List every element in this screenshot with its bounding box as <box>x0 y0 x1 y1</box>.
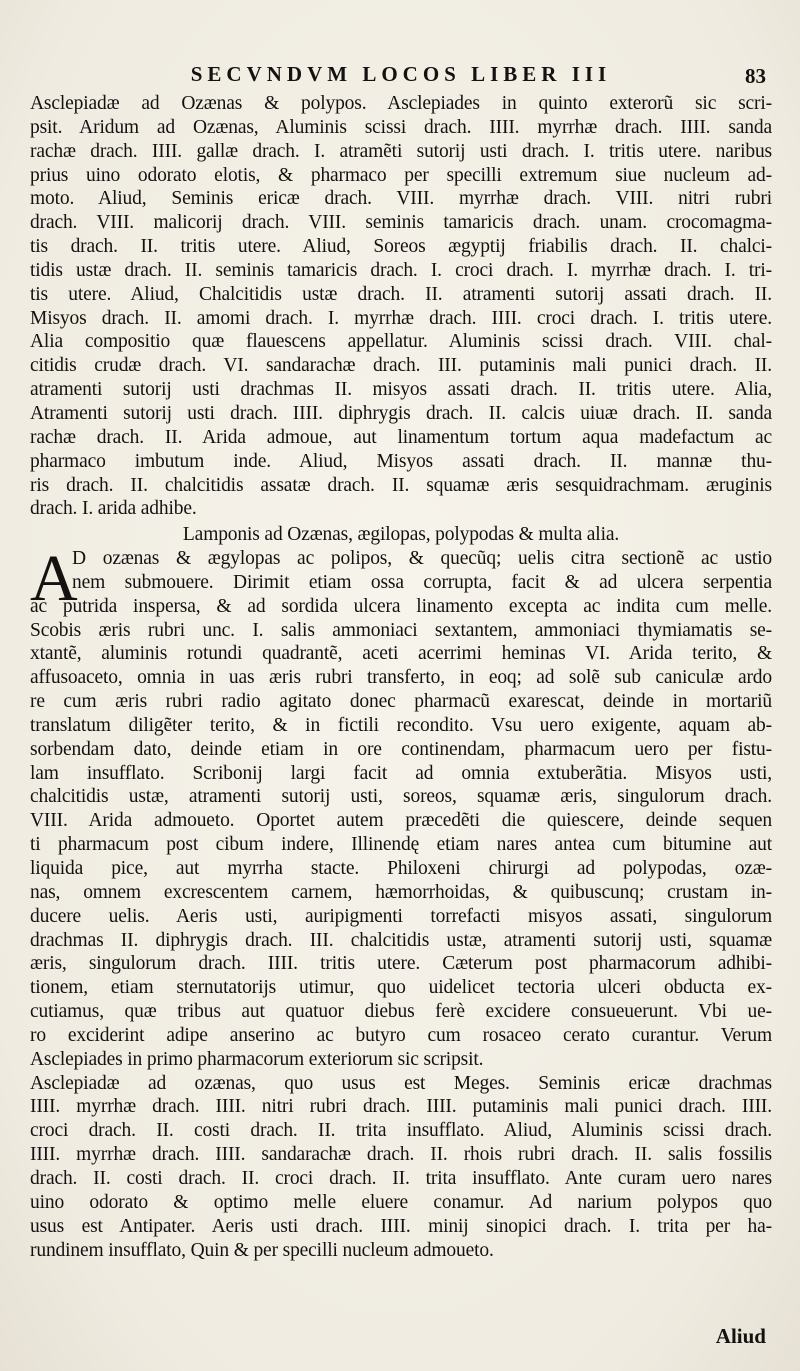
paragraph-3 <box>30 1072 772 1263</box>
text-line: xtantẽ, aluminis rotundi quadrantẽ, aceti acerrimi heminas VI. Arida terito, & <box>30 643 772 665</box>
text-line: tis utere. Aliud, Chalcitidis ustæ drach. II. atramenti sutorij assati drach. II. <box>30 283 772 305</box>
text-line: Asclepiadæ ad Ozænas & polypos. Asclepiades in quinto exterorũ sic scri- <box>30 93 772 114</box>
text-line: drach. I. arida adhibe. <box>30 498 197 520</box>
text-line: Alia compositio quæ flauescens appellatur. Aluminis scissi drach. VIII. chal- <box>30 331 772 353</box>
text-line: prius uino odorato elotis, & pharmaco per specilli extremum siue nucleum ad- <box>30 164 772 186</box>
text-line: nas, omnem excrescentem carnem, hæmorrhoidas, & quibuscunq; crustam in- <box>30 881 772 903</box>
text-line: Asclepiadæ ad ozænas, quo usus est Meges. Seminis ericæ drachmas <box>30 1072 772 1094</box>
text-line: moto. Aliud, Seminis ericæ drach. VIII. myrrhæ drach. VIII. nitri rubri <box>30 188 772 210</box>
catchword: Aliud <box>715 1324 766 1348</box>
text-line: IIII. myrrhæ drach. IIII. nitri rubri drach. IIII. putaminis mali punici drach. IIII. <box>30 1096 772 1118</box>
text-line: uino odorato & optimo melle eluere conamur. Ad narium polypos quo <box>30 1191 772 1213</box>
text-line: ducere uelis. Aeris usti, auripigmenti torrefacti misyos assati, singulorum <box>30 905 772 927</box>
paragraph-2-first-lines <box>30 547 772 595</box>
paragraph-2 <box>30 595 772 1072</box>
text-line: nem submouere. Dirimit etiam ossa corrupta, facit & ad ulcera serpentia <box>72 571 772 593</box>
text-line: re cum æris rubri radio agitato donec pharmacũ exarescat, deinde in mortariũ <box>30 691 772 713</box>
text-line: IIII. myrrhæ drach. IIII. sandarachæ drach. II. rhois rubri drach. II. salis fossilis <box>30 1144 772 1166</box>
text-line: drach. VIII. malicorij drach. VIII. seminis tamaricis drach. unam. crocomagma- <box>30 212 772 234</box>
text-line: cutiamus, quæ tribus aut quatuor diebus ferè excidere consueuerunt. Vbi ue- <box>30 1001 772 1023</box>
text-line: translatum diligẽter terito, & in fictili recondito. Vsu uero exigente, aquam ab- <box>30 714 772 736</box>
text-line: ris drach. II. chalcitidis assatæ drach. II. squamæ æris sesquidrachmam. æruginis <box>30 474 772 496</box>
text-line: Scobis æris rubri unc. I. salis ammoniaci sextantem, ammoniaci thymiamatis se- <box>30 619 772 641</box>
text-line: chalcitidis ustæ, atramenti sutorij usti, soreos, squamæ æris, singulorum drach. <box>30 786 772 808</box>
text-line: Atramenti sutorij usti drach. IIII. diphrygis drach. II. calcis uiuæ drach. II. sanda <box>30 402 772 424</box>
text-line: ac putrida inspersa, & ad sordida ulcera linamento excepta ac indita cum melle. <box>30 595 772 617</box>
text-line: Misyos drach. II. amomi drach. I. myrrhæ drach. IIII. croci drach. I. tritis utere. <box>30 307 772 329</box>
text-line: tis drach. II. tritis utere. Aliud, Soreos ægyptij friabilis drach. II. chalci- <box>30 236 772 258</box>
text-line: citidis crudæ drach. VI. sandarachæ drach. III. putaminis mali punici drach. II. <box>30 355 772 377</box>
text-line: ti pharmacum post cibum indere, Illinendę etiam nares antea cum bitumine aut <box>30 834 772 856</box>
running-head: SECVNDVM LOCOS LIBER III <box>190 62 612 86</box>
text-line: Asclepiades in primo pharmacorum exteriorum sic scripsit. <box>30 1048 484 1070</box>
text-line: lam insufflato. Scribonij largi facit ad omnia extuberãtia. Misyos usti, <box>30 762 772 784</box>
drop-cap-initial: A <box>30 542 78 616</box>
text-line: VIII. Arida admoueto. Oportet autem præcedẽti die quiescere, deinde sequen <box>30 810 772 832</box>
text-body <box>30 92 772 1262</box>
text-line: croci drach. II. costi drach. II. trita insufflato. Aliud, Aluminis scissi drach. <box>30 1120 772 1142</box>
section-heading: Lamponis ad Ozænas, ægilopas, polypodas & multa alia. <box>182 524 620 546</box>
text-line: sorbendam dato, deinde etiam in ore continendam, pharmacum uero per fistu- <box>30 738 772 760</box>
text-line: atramenti sutorij usti drachmas II. misyos assati drach. II. tritis utere. Alia, <box>30 379 772 401</box>
text-line: ro exciderint adipe anserino ac butyro cum rosaceo cerato curantur. Verum <box>30 1024 772 1046</box>
text-line: D ozænas & ægylopas ac polipos, & quecũq; uelis citra sectionẽ ac ustio <box>72 548 772 570</box>
text-line: rundinem insufflato, Quin & per specilli nucleum admoueto. <box>30 1239 494 1261</box>
text-line: liquida pice, aut myrrha stacte. Philoxeni chirurgi ad polypodas, ozæ- <box>30 858 772 879</box>
text-line: psit. Aridum ad Ozænas, Aluminis scissi drach. IIII. myrrhæ drach. IIII. sanda <box>30 116 772 138</box>
text-line: drachmas II. diphrygis drach. III. chalcitidis ustæ, atramenti sutorij usti, squamæ <box>30 929 772 951</box>
text-line: drach. II. costi drach. II. croci drach. II. trita insufflato. Ante curam uero nares <box>30 1167 772 1189</box>
text-line: tionem, etiam sternutatorijs utimur, quo uidelicet tectoria ulceri obducta ex- <box>30 977 772 999</box>
text-line: affusoaceto, omnia in uas æris rubri transferto, in eoq; ad solẽ sub caniculæ ardo <box>30 667 772 689</box>
page-header <box>30 62 772 92</box>
text-line: æris, singulorum drach. IIII. tritis utere. Cæterum post pharmacorum adhibi- <box>30 953 772 975</box>
text-line: tidis ustæ drach. II. seminis tamaricis drach. I. croci drach. I. myrrhæ drach. I. tri- <box>30 259 772 281</box>
text-line: pharmaco imbutum inde. Aliud, Misyos assati drach. II. mannæ thu- <box>30 450 772 472</box>
text-line: usus est Antipater. Aeris usti drach. IIII. minij sinopici drach. I. trita per ha- <box>30 1215 772 1237</box>
page-number: 83 <box>745 64 766 88</box>
text-line: rachæ drach. IIII. gallæ drach. I. atramẽti sutorij usti drach. I. tritis utere. naribus <box>30 140 772 162</box>
paragraph-1 <box>30 92 772 521</box>
text-line: rachæ drach. II. Arida admoue, aut linamentum tortum aqua madefactum ac <box>30 426 772 448</box>
